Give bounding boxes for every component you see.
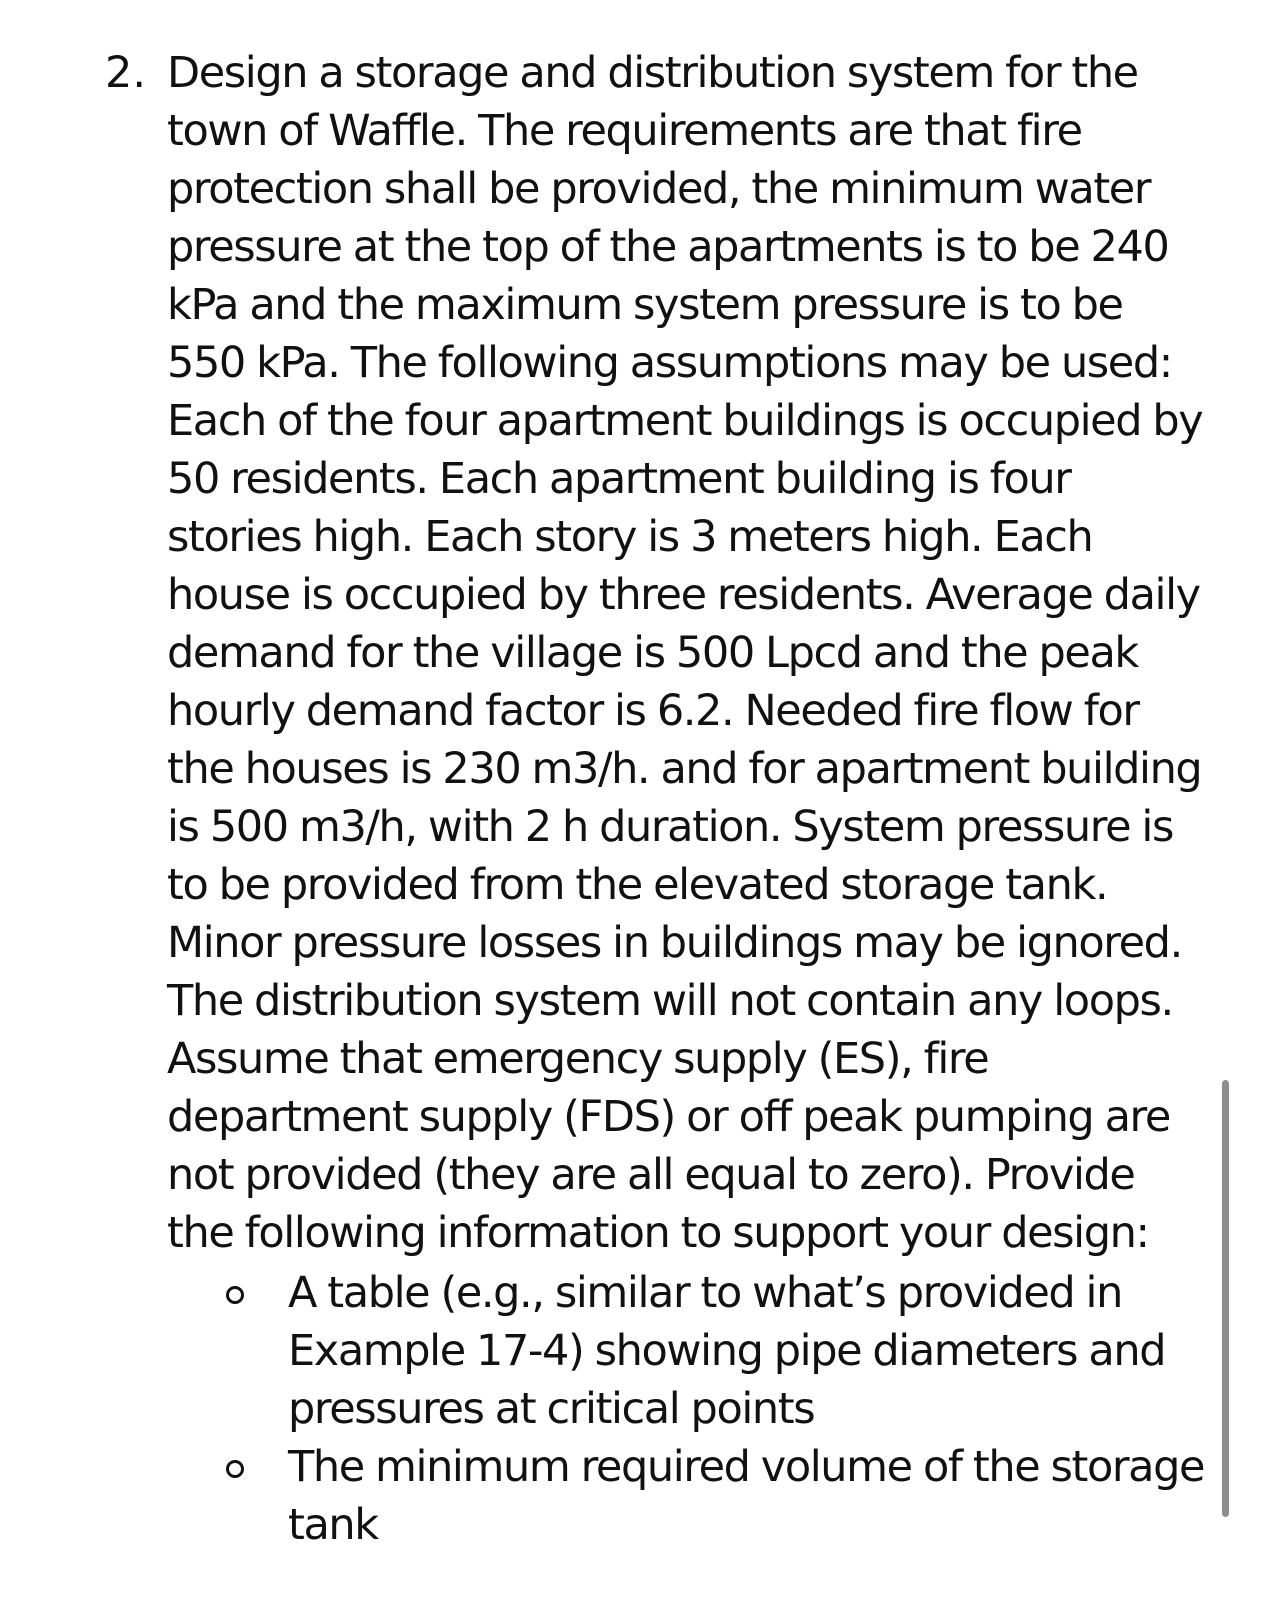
requirement-item (210, 1438, 1210, 1554)
requirements-list (210, 1264, 1210, 1554)
question-number: 2. (105, 48, 147, 98)
requirement-text: A table (e.g., similar to what’s provided in Example 17-4) showing pipe diameters and pressures at critical points (288, 1268, 1166, 1434)
hollow-circle-bullet-icon (226, 1286, 244, 1304)
question-text: Design a storage and distribution system for the town of Waffle. The requirements are that fire protection shall be provided, the minimum water pressure at the top of the apartments is to be 240 kPa and the maximum system pressure is to be 550 kPa. The following assumptions may be used: Each of the four apartment buildings is occupied by 50 residents. Each apartment building is four stories high. Each story is 3 meters high. Each house is occupied by three residents. Average daily demand for the village is 500 Lpcd and the peak hourly demand factor is 6.2. Needed fire flow for the houses is 230 m3/h. and for apartment building is 500 m3/h, with 2 h duration. System pressure is to be provided from the elevated storage tank. Minor pressure losses in buildings may be ignored. The distribution system will not contain any loops. Assume that emergency supply (ES), fire department supply (FDS) or off peak pumping are not provided (they are all equal to zero). Provide the following information to support your design: (167, 48, 1203, 1258)
vertical-scrollbar[interactable] (1222, 1080, 1229, 1517)
requirement-text: The minimum required volume of the storage tank (288, 1442, 1205, 1550)
hollow-circle-bullet-icon (226, 1460, 244, 1478)
requirement-item (210, 1264, 1210, 1438)
